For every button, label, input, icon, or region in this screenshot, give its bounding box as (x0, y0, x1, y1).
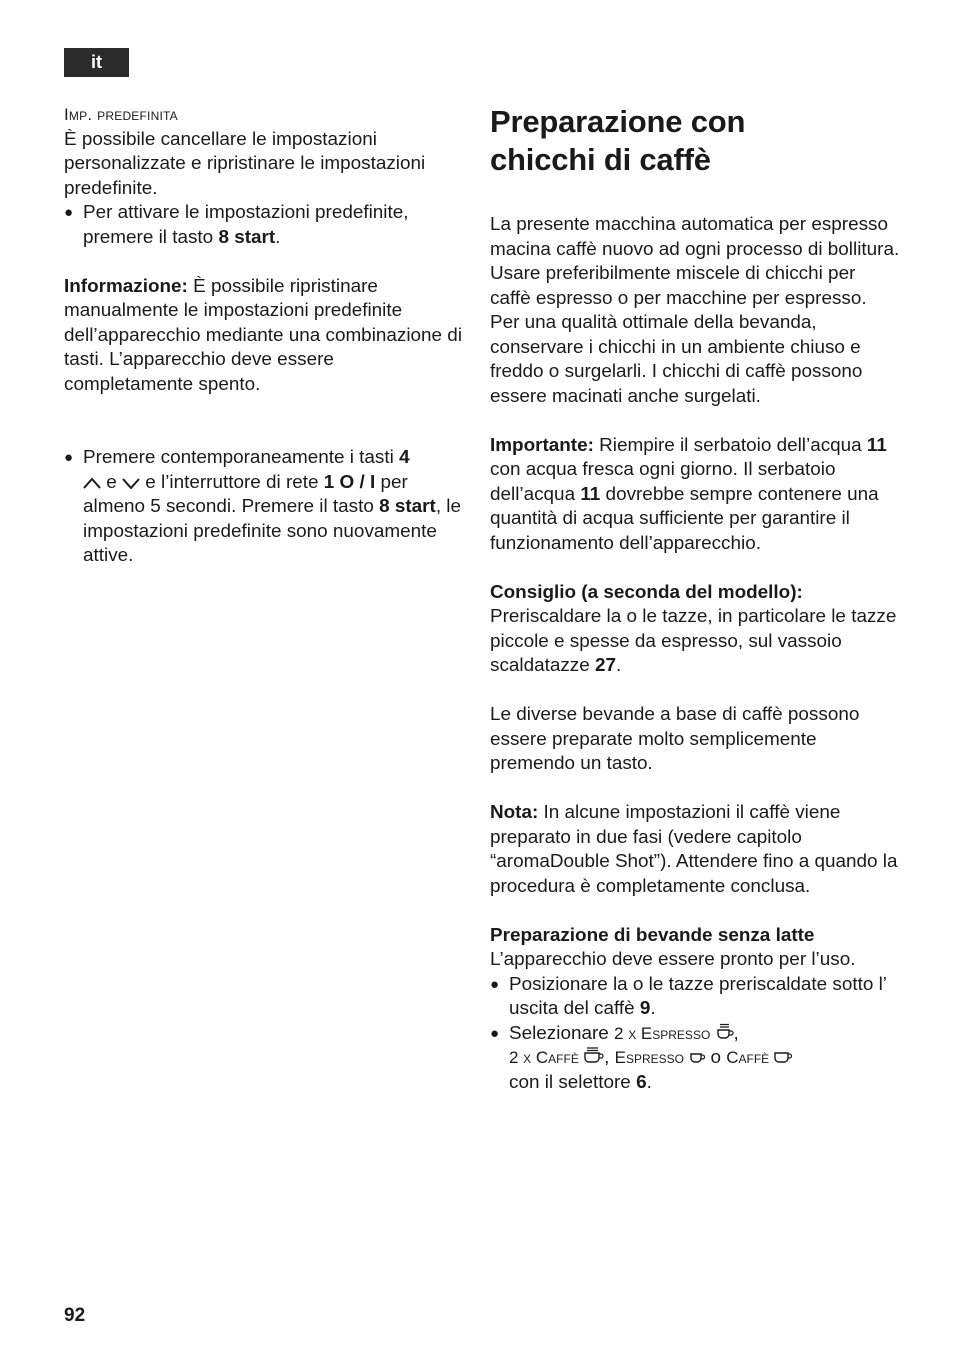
intro-text: È possibile cancellare le impostazioni personalizzate e ripristinare le impostazioni predefinite. (64, 128, 426, 199)
tip-paragraph: Consiglio (a seconda del modello): Preriscaldare la o le tazze, in particolare le tazze piccole e spesse da espresso, sul vassoio scaldatazze 27. (490, 581, 897, 676)
chevron-up-icon (83, 477, 101, 489)
double-coffee-cup-icon (584, 1047, 604, 1065)
espresso-cup-icon (689, 1051, 705, 1065)
bullet-select-drink: ● Selezionare 2 x Espresso , 2 x Caffè , Espresso o Caffè con il selettore 6. (490, 1022, 900, 1096)
bullet-reset-defaults: ● Per attivare le impostazioni predefinite, premere il tasto 8 start. (64, 201, 464, 250)
page-title: Preparazione con chicchi di caffè (490, 104, 746, 177)
note-paragraph: Nota: In alcune impostazioni il caffè viene preparato in due fasi (vedere capitolo “aromaDouble Shot”). Attendere fino a quando la procedura è completamente conclusa. (490, 802, 898, 897)
info-label: Informazione: (64, 275, 188, 297)
bullet-position-cups: ● Posizionare la o le tazze preriscaldate sotto l’ uscita del caffè 9. (490, 973, 900, 1022)
coffee-cup-icon (774, 1050, 793, 1065)
info-paragraph: Informazione: È possibile ripristinare manualmente le impostazioni predefinite dell’apparecchio mediante una combinazione di tasti. L’apparecchio deve essere completamente spento. (64, 275, 463, 395)
important-paragraph: Importante: Riempire il serbatoio dell’acqua 11 con acqua fresca ogni giorno. Il serbatoio dell’acqua 11 dovrebbe sempre contenere una quantità di acqua sufficiente per garantire il funzionamento dell’apparecchio. (490, 434, 887, 554)
ready-text: L’apparecchio deve essere pronto per l’uso. (490, 949, 856, 970)
intro-paragraph: La presente macchina automatica per espresso macina caffè nuovo ad ogni processo di bollitura. Usare preferibilmente miscele di chicchi per caffè espresso o per macchine per espresso. Per una qualità ottimale della bevanda, conservare i chicchi in un ambiente chiuso e freddo o surgelarli. I chicchi di caffè possono essere macinati anche surgelati. (490, 214, 900, 407)
bullet-key-combination: ● Premere contemporaneamente i tasti 4 e e l’interruttore di rete 1 O / I per almeno 5 secondi. Premere il tasto 8 start, le impostazioni predefinite sono nuovamente attive. (64, 446, 464, 569)
left-column (64, 103, 464, 569)
double-espresso-cup-icon (716, 1023, 734, 1041)
page-number: 92 (64, 1305, 86, 1326)
drinks-paragraph: Le diverse bevande a base di caffè possono essere preparate molto semplicemente premendo un tasto. (490, 704, 860, 774)
chevron-down-icon (122, 477, 140, 489)
language-tab: it (64, 48, 129, 77)
sub-heading: Preparazione di bevande senza latte (490, 924, 815, 946)
right-column (490, 103, 900, 1095)
section-title: Imp. predefinita (64, 105, 178, 124)
